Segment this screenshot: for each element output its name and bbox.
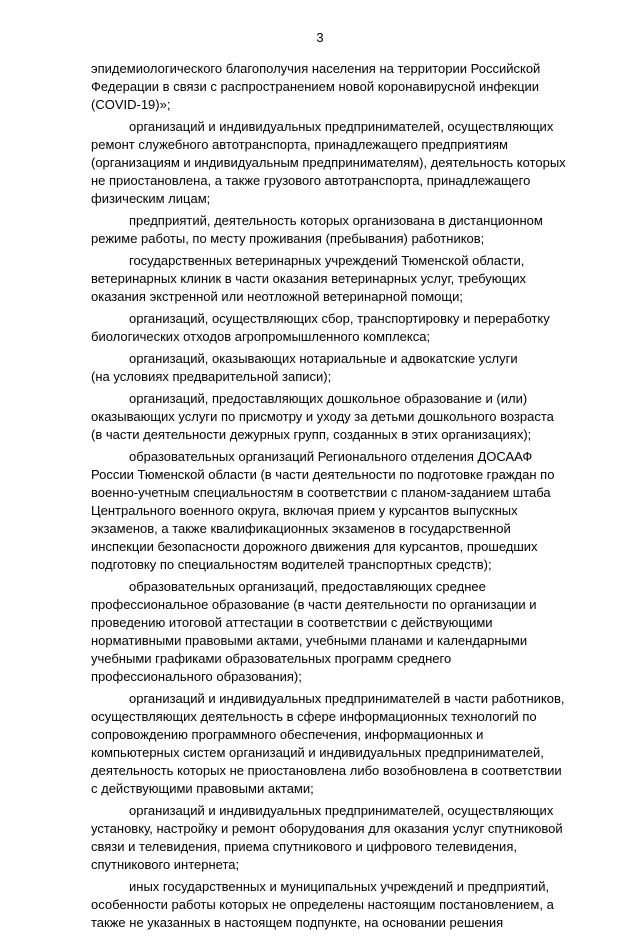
document-body [91, 60, 609, 936]
paragraph: образовательных организаций, предоставляющих среднее профессиональное образование (в части деятельности по организации и проведению итоговой аттестации в соответствии с действующими нормативными правовыми актами, учебными планами и календарными учебными графиками образовательных программ среднего профессионального образования); [91, 579, 537, 684]
paragraph: организаций и индивидуальных предпринимателей, осуществляющих ремонт служебного автотранспорта, принадлежащего предприятиям (организациям и индивидуальным предпринимателям), деятельность которых не приостановлена, а также грузового автотранспорта, принадлежащего физическим лицам; [91, 119, 566, 206]
page-number: 3 [316, 30, 324, 45]
paragraph: государственных ветеринарных учреждений Тюменской области, ветеринарных клиник в части оказания ветеринарных услуг, требующих оказания экстренной или неотложной ветеринарной помощи; [91, 253, 527, 304]
paragraph: организаций и индивидуальных предпринимателей, осуществляющих установку, настройку и ремонт оборудования для оказания услуг спутниковой связи и телевидения, приема спутникового и цифрового телевидения, спутникового интернета; [91, 803, 563, 872]
paragraph: организаций, оказывающих нотариальные и адвокатские услуги (на условиях предварительной записи); [91, 351, 518, 384]
paragraph: организаций, осуществляющих сбор, транспортировку и переработку биологических отходов агропромышленного комплекса; [91, 311, 550, 344]
paragraph: организаций и индивидуальных предпринимателей в части работников, осуществляющих деятельность в сфере информационных технологий по сопровождению программного обеспечения, информационных и компьютерных систем организаций и индивидуальных предпринимателей, деятельность которых не приостановлена либо возобновлена в соответствии с действующими правовыми актами; [91, 691, 565, 796]
paragraph: иных государственных и муниципальных учреждений и предприятий, особенности работы которых не определены настоящим постановлением, а также не указанных в настоящем подпункте, на основании решения [91, 879, 554, 930]
paragraph: эпидемиологического благополучия населения на территории Российской Федерации в связи с распространением новой коронавирусной инфекции (COVID-19)»; [91, 61, 541, 112]
paragraph: предприятий, деятельность которых организована в дистанционном режиме работы, по месту проживания (пребывания) работников; [91, 213, 543, 246]
paragraph: организаций, предоставляющих дошкольное образование и (или) оказывающих услуги по присмотру и уходу за детьми дошкольного возраста (в части деятельности дежурных групп, созданных в этих организациях); [91, 391, 554, 442]
paragraph: образовательных организаций Регионального отделения ДОСААФ России Тюменской области (в части деятельности по подготовке граждан по военно-учетным специальностям в соответствии с планом-заданием штаба Центрального военного округа, включая прием у курсантов выпускных экзаменов, а также квалификационных экзаменов в государственной инспекции безопасности дорожного движения для курсантов, прошедших подготовку по специальностям водителей транспортных средств); [91, 449, 555, 572]
